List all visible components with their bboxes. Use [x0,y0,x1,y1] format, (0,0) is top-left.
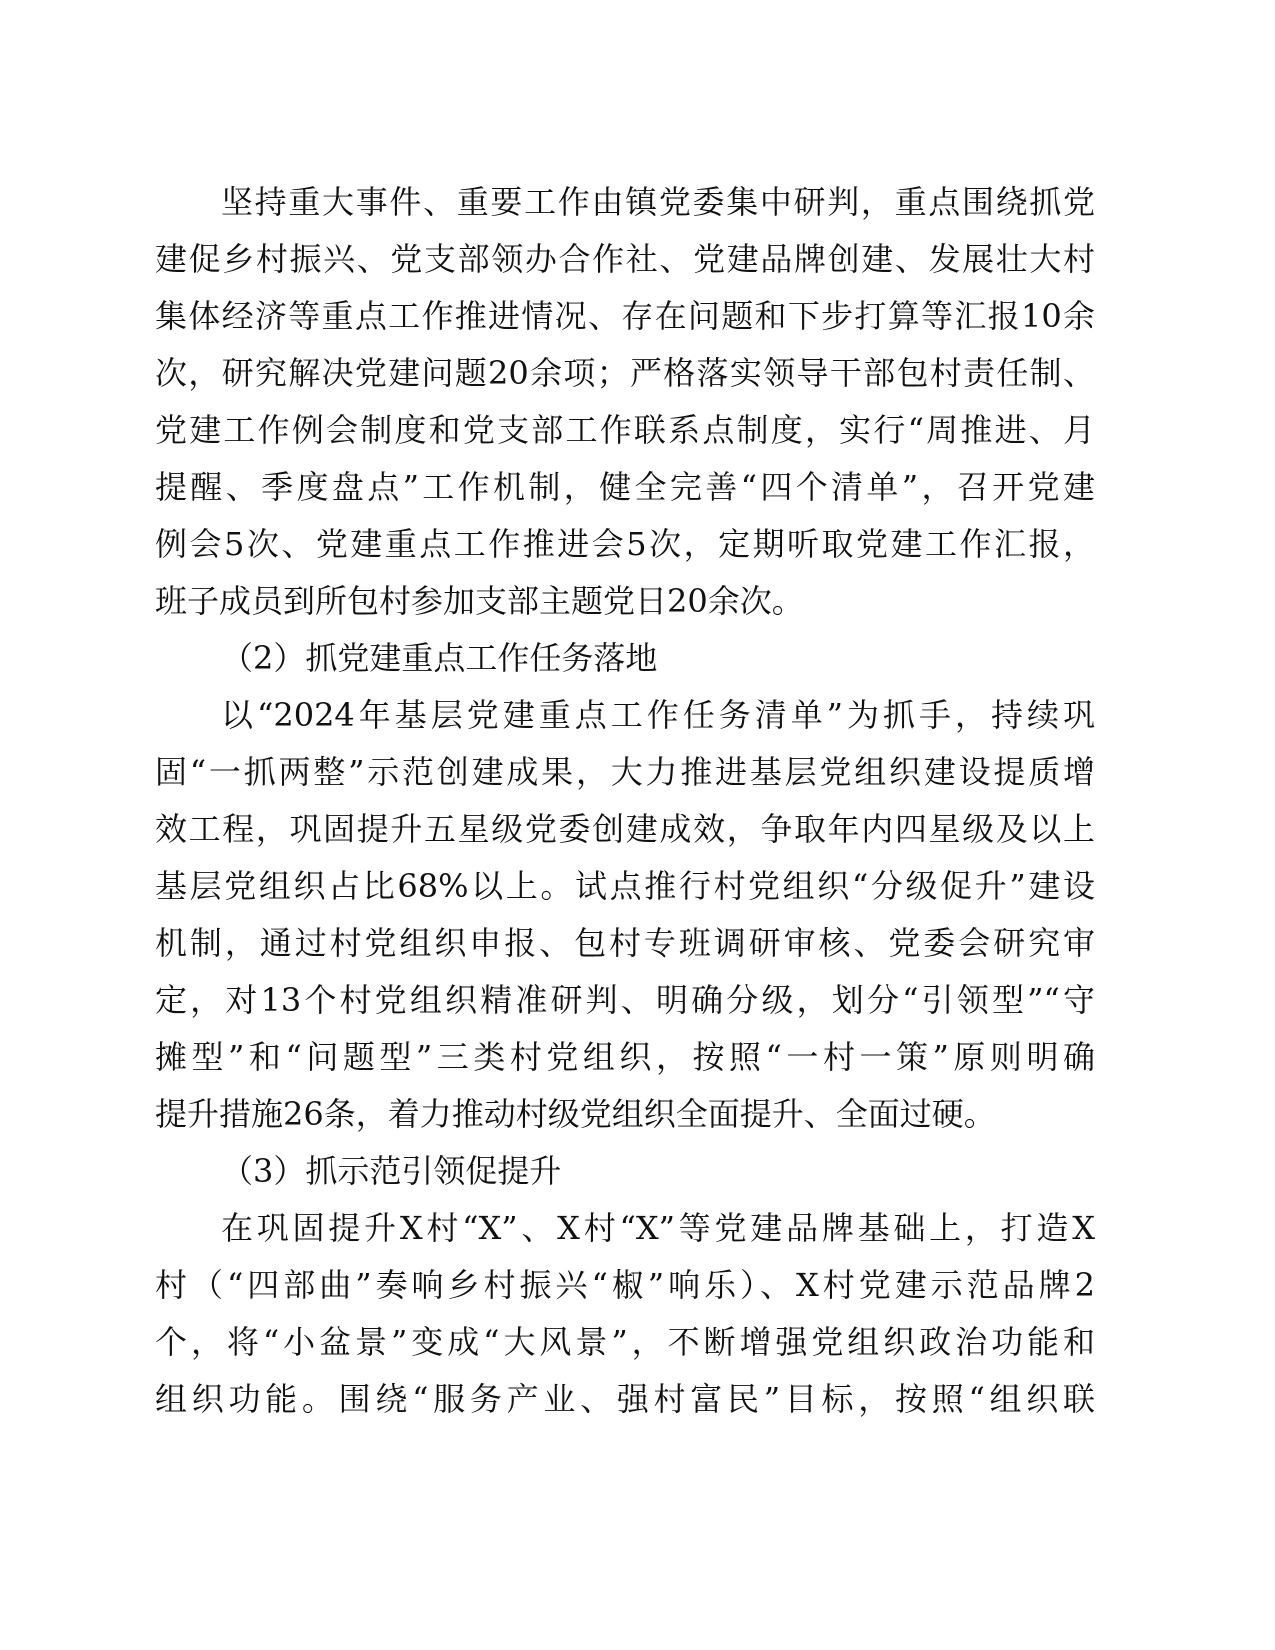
paragraph-1-line-8: 班子成员到所包村参加支部主题党日20余次。 [155,582,804,620]
paragraph-3-line-3: 个，将“小盆景”变成“大风景”，不断增强党组织政治功能和 [155,1323,1095,1361]
paragraph-2-line-8: 提升措施26条，着力推动村级党组织全面提升、全面过硬。 [155,1095,996,1133]
section-heading-3: （3）抓示范引领促提升 [221,1152,562,1190]
paragraph-3-line-4: 组织功能。围绕“服务产业、强村富民”目标，按照“组织联 [155,1380,1095,1418]
paragraph-2-line-6: 定，对13个村党组织精准研判、明确分级，划分“引领型”“守 [155,981,1095,1019]
section-heading-2: （2）抓党建重点工作任务落地 [221,639,658,677]
paragraph-3-line-1: 在巩固提升X村“X”、X村“X”等党建品牌基础上，打造X [221,1209,1095,1247]
paragraph-2-line-4: 基层党组织占比68%以上。试点推行村党组织“分级促升”建设 [155,867,1095,905]
paragraph-1-line-4: 次，研究解决党建问题20余项；严格落实领导干部包村责任制、 [155,354,1095,392]
paragraph-1-line-6: 提醒、季度盘点”工作机制，健全完善“四个清单”，召开党建 [155,468,1095,506]
paragraph-1-line-7: 例会5次、党建重点工作推进会5次，定期听取党建工作汇报， [155,525,1095,563]
paragraph-1-line-5: 党建工作例会制度和党支部工作联系点制度，实行“周推进、月 [155,411,1095,449]
paragraph-1-line-1: 坚持重大事件、重要工作由镇党委集中研判，重点围绕抓党 [221,183,1095,221]
paragraph-2-line-2: 固“一抓两整”示范创建成果，大力推进基层党组织建设提质增 [155,753,1095,791]
paragraph-3-line-2: 村（“四部曲”奏响乡村振兴“椒”响乐）、X村党建示范品牌2 [155,1266,1095,1304]
paragraph-2-line-3: 效工程，巩固提升五星级党委创建成效，争取年内四星级及以上 [155,810,1095,848]
paragraph-2-line-1: 以“2024年基层党建重点工作任务清单”为抓手，持续巩 [221,696,1095,734]
paragraph-1-line-3: 集体经济等重点工作推进情况、存在问题和下步打算等汇报10余 [155,297,1095,335]
paragraph-1-line-2: 建促乡村振兴、党支部领办合作社、党建品牌创建、发展壮大村 [155,240,1095,278]
paragraph-2-line-7: 摊型”和“问题型”三类村党组织，按照“一村一策”原则明确 [155,1038,1095,1076]
paragraph-2-line-5: 机制，通过村党组织申报、包村专班调研审核、党委会研究审 [155,924,1095,962]
